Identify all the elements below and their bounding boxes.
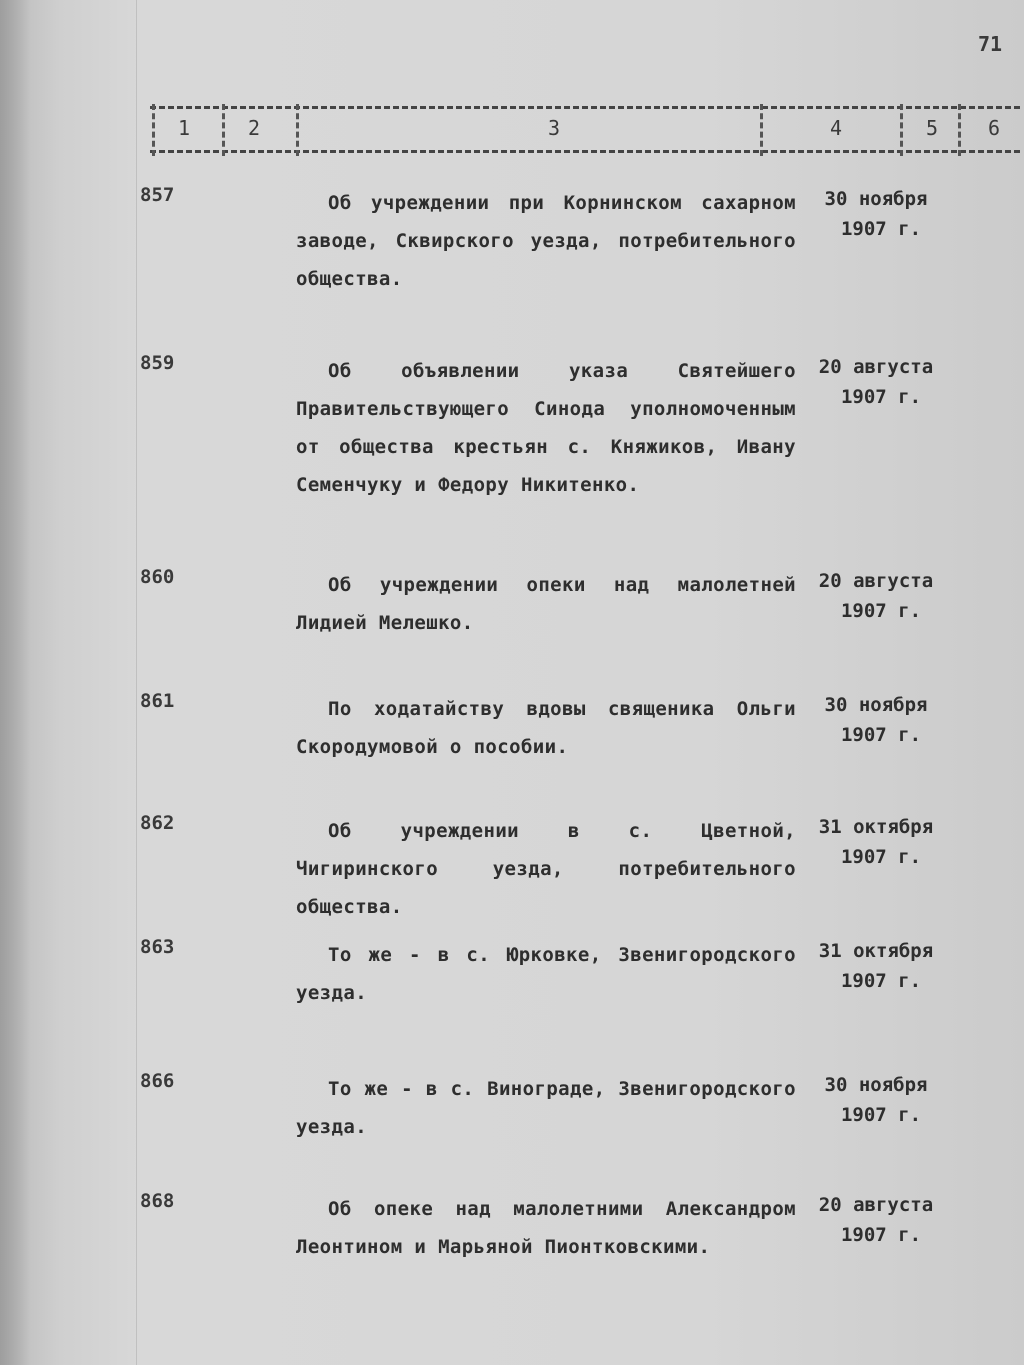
header-separator	[900, 104, 903, 156]
entry-date-year: 1907 г.	[840, 846, 922, 868]
entry-date-day-month: 31 октября	[818, 816, 934, 838]
entry-description: То же - в с. Винограде, Звенигородского уезда.	[296, 1078, 796, 1138]
column-number-5: 5	[926, 116, 939, 140]
entry-date-year: 1907 г.	[840, 724, 922, 746]
entry-date	[796, 936, 956, 996]
header-top-rule	[150, 106, 1020, 109]
header-bottom-rule	[150, 150, 1020, 153]
entry-date	[796, 1070, 956, 1130]
entry-description: Об объявлении указа Святейшего Правительствующего Синода уполномоченным от общества крестьян с. Княжиков, Ивану Семенчуку и Федору Никитенко.	[296, 360, 796, 496]
entry-description: То же - в с. Юрковке, Звенигородского уезда.	[296, 944, 796, 1004]
entry-number: 857	[140, 184, 175, 206]
entry-date-year: 1907 г.	[840, 218, 922, 240]
entry-description: Об учреждении в с. Цветной, Чигиринского уезда, потребительного общества.	[296, 820, 796, 918]
entry-date	[796, 184, 956, 244]
entry-date-day-month: 20 августа	[818, 570, 934, 592]
column-header-row	[150, 104, 1020, 160]
header-separator	[958, 104, 961, 156]
header-separator	[760, 104, 763, 156]
page-number: 71	[978, 32, 1003, 56]
entry-date	[796, 690, 956, 750]
column-number-3: 3	[548, 116, 561, 140]
header-separator	[296, 104, 299, 156]
column-number-1: 1	[178, 116, 191, 140]
entry-number: 866	[140, 1070, 175, 1092]
entry-date	[796, 352, 956, 412]
entry-date-day-month: 30 ноября	[824, 1074, 928, 1096]
entry-date-year: 1907 г.	[840, 1224, 922, 1246]
entry-date	[796, 812, 956, 872]
entry-number: 862	[140, 812, 175, 834]
entry-date-day-month: 30 ноября	[824, 188, 928, 210]
entry-date-day-month: 20 августа	[818, 1194, 934, 1216]
entry-description: Об опеке над малолетними Александром Леонтином и Марьяной Пионтковскими.	[296, 1198, 796, 1258]
entry-number: 860	[140, 566, 175, 588]
page-edge-line	[136, 0, 137, 1365]
entry-date-day-month: 30 ноября	[824, 694, 928, 716]
entry-description: По ходатайству вдовы священика Ольги Скородумовой о пособии.	[296, 698, 796, 758]
entry-number: 859	[140, 352, 175, 374]
header-separator	[152, 104, 155, 156]
entry-number: 868	[140, 1190, 175, 1212]
entry-date-year: 1907 г.	[840, 600, 922, 622]
entry-number: 863	[140, 936, 175, 958]
entry-description: Об учреждении опеки над малолетней Лидией Мелешко.	[296, 574, 796, 634]
column-number-6: 6	[988, 116, 1001, 140]
entry-date-year: 1907 г.	[840, 1104, 922, 1126]
entry-date	[796, 566, 956, 626]
column-number-4: 4	[830, 116, 843, 140]
binding-shadow	[0, 0, 30, 1365]
entry-date-year: 1907 г.	[840, 970, 922, 992]
entry-date-year: 1907 г.	[840, 386, 922, 408]
entry-number: 861	[140, 690, 175, 712]
column-number-2: 2	[248, 116, 261, 140]
entry-date-day-month: 20 августа	[818, 356, 934, 378]
entry-description: Об учреждении при Корнинском сахарном заводе, Сквирского уезда, потребительного общества.	[296, 192, 796, 290]
entry-date	[796, 1190, 956, 1250]
header-separator	[222, 104, 225, 156]
entry-date-day-month: 31 октября	[818, 940, 934, 962]
